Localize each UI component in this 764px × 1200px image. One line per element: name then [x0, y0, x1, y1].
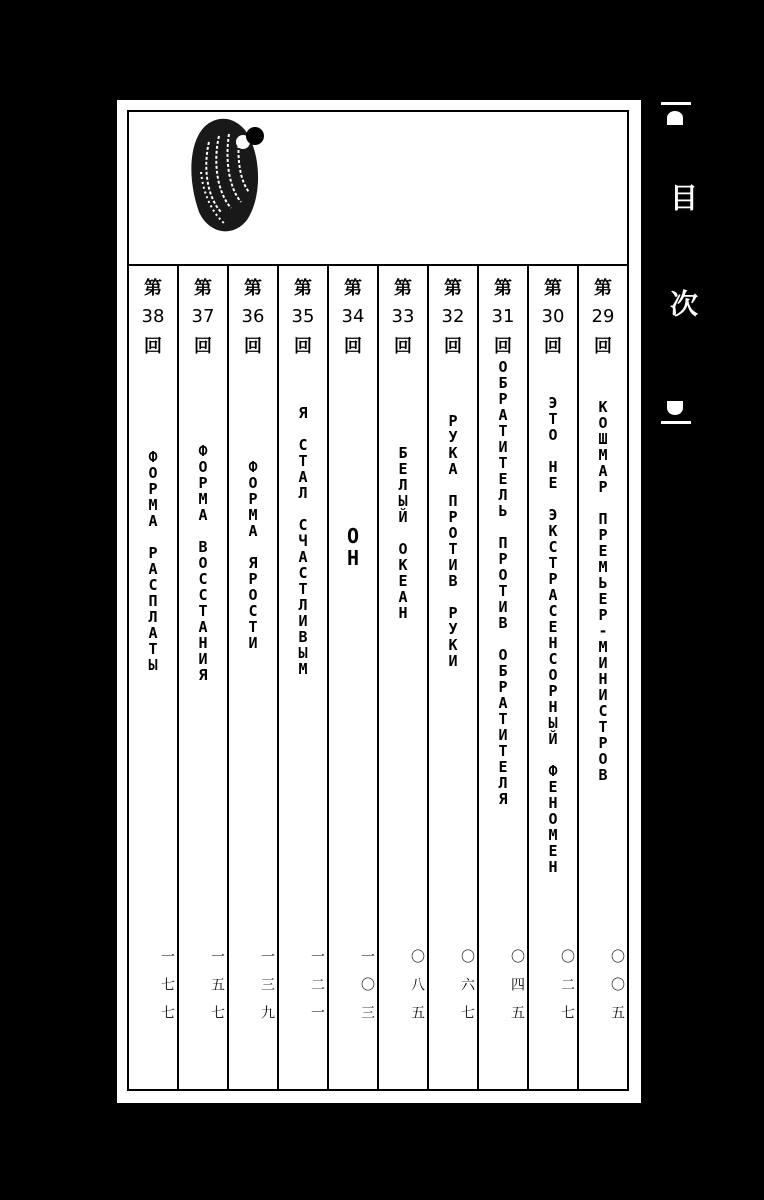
chapter-suffix: 回	[494, 336, 512, 357]
header-title: 目次	[666, 183, 699, 395]
chapter-prefix: 第	[494, 278, 512, 299]
chapter-title: ОБРАТИТЕЛЬ ПРОТИВ ОБРАТИТЕЛЯ	[494, 358, 512, 806]
chapter-38[interactable]	[129, 266, 179, 1089]
chapter-suffix: 回	[344, 336, 362, 357]
chapter-33[interactable]	[379, 266, 429, 1089]
chapter-number: 32	[441, 306, 465, 327]
chapter-page: 〇六七	[459, 949, 475, 1033]
chapter-suffix: 回	[294, 336, 312, 357]
chapter-number: 34	[341, 306, 365, 327]
chapter-suffix: 回	[244, 336, 262, 357]
chapter-number: 36	[241, 306, 265, 327]
chapter-prefix: 第	[294, 278, 312, 299]
chapter-suffix: 回	[544, 336, 562, 357]
chapter-number: 38	[141, 306, 165, 327]
chapter-title: ФОРМА ВОССТАНИЯ	[194, 442, 212, 682]
chapter-page: 〇八五	[409, 949, 425, 1033]
chapter-page: 〇〇五	[609, 949, 625, 1033]
chapter-title: ФОРМА ЯРОСТИ	[244, 458, 262, 650]
chapter-prefix: 第	[394, 278, 412, 299]
chapter-suffix: 回	[144, 336, 162, 357]
chapter-page: 一七七	[159, 949, 175, 1033]
chapter-prefix: 第	[144, 278, 162, 299]
header-bottom-rule	[661, 421, 691, 424]
chapter-prefix: 第	[194, 278, 212, 299]
chapter-title: Я СТАЛ СЧАСТЛИВЫМ	[294, 404, 312, 676]
chapter-page: 〇四五	[509, 949, 525, 1033]
chapter-title: РУКА ПРОТИВ РУКИ	[444, 412, 462, 668]
chapter-number: 33	[391, 306, 415, 327]
chapter-30[interactable]	[529, 266, 579, 1089]
chapter-32[interactable]	[429, 266, 479, 1089]
chapter-title: ОН	[341, 524, 365, 568]
contents-page	[117, 100, 641, 1103]
chapter-suffix: 回	[394, 336, 412, 357]
chapter-number: 29	[591, 306, 615, 327]
chapter-number: 35	[291, 306, 315, 327]
chapter-page: 一五七	[209, 949, 225, 1033]
chapter-36[interactable]	[229, 266, 279, 1089]
chapter-list	[129, 264, 627, 1089]
chapter-title: КОШМАР ПРЕМЬЕР-МИНИСТРОВ	[594, 398, 612, 782]
chapter-34[interactable]	[329, 266, 379, 1089]
chapter-prefix: 第	[244, 278, 262, 299]
header-top-ornament	[660, 105, 690, 127]
chapter-prefix: 第	[344, 278, 362, 299]
chapter-35[interactable]	[279, 266, 329, 1089]
contents-header	[660, 102, 699, 424]
chapter-prefix: 第	[544, 278, 562, 299]
chapter-prefix: 第	[594, 278, 612, 299]
chapter-prefix: 第	[444, 278, 462, 299]
chapter-title: БЕЛЫЙ ОКЕАН	[394, 444, 412, 620]
chapter-page: 一三九	[259, 949, 275, 1033]
chapter-37[interactable]	[179, 266, 229, 1089]
chapter-suffix: 回	[194, 336, 212, 357]
chapter-suffix: 回	[594, 336, 612, 357]
chapter-29[interactable]	[579, 266, 627, 1089]
chapter-31[interactable]	[479, 266, 529, 1089]
chapter-title: ЭТО НЕ ЭКСТРАСЕНСОРНЫЙ ФЕНОМЕН	[544, 394, 562, 874]
fingerprint-icon	[181, 112, 267, 242]
chapter-suffix: 回	[444, 336, 462, 357]
contents-panel	[127, 110, 629, 1091]
chapter-number: 37	[191, 306, 215, 327]
chapter-page: 一〇三	[359, 949, 375, 1033]
chapter-page: 一二一	[309, 949, 325, 1033]
header-bottom-ornament	[660, 399, 690, 421]
chapter-number: 30	[541, 306, 565, 327]
chapter-number: 31	[491, 306, 515, 327]
chapter-title: ФОРМА РАСПЛАТЫ	[144, 448, 162, 672]
chapter-page: 〇二七	[559, 949, 575, 1033]
